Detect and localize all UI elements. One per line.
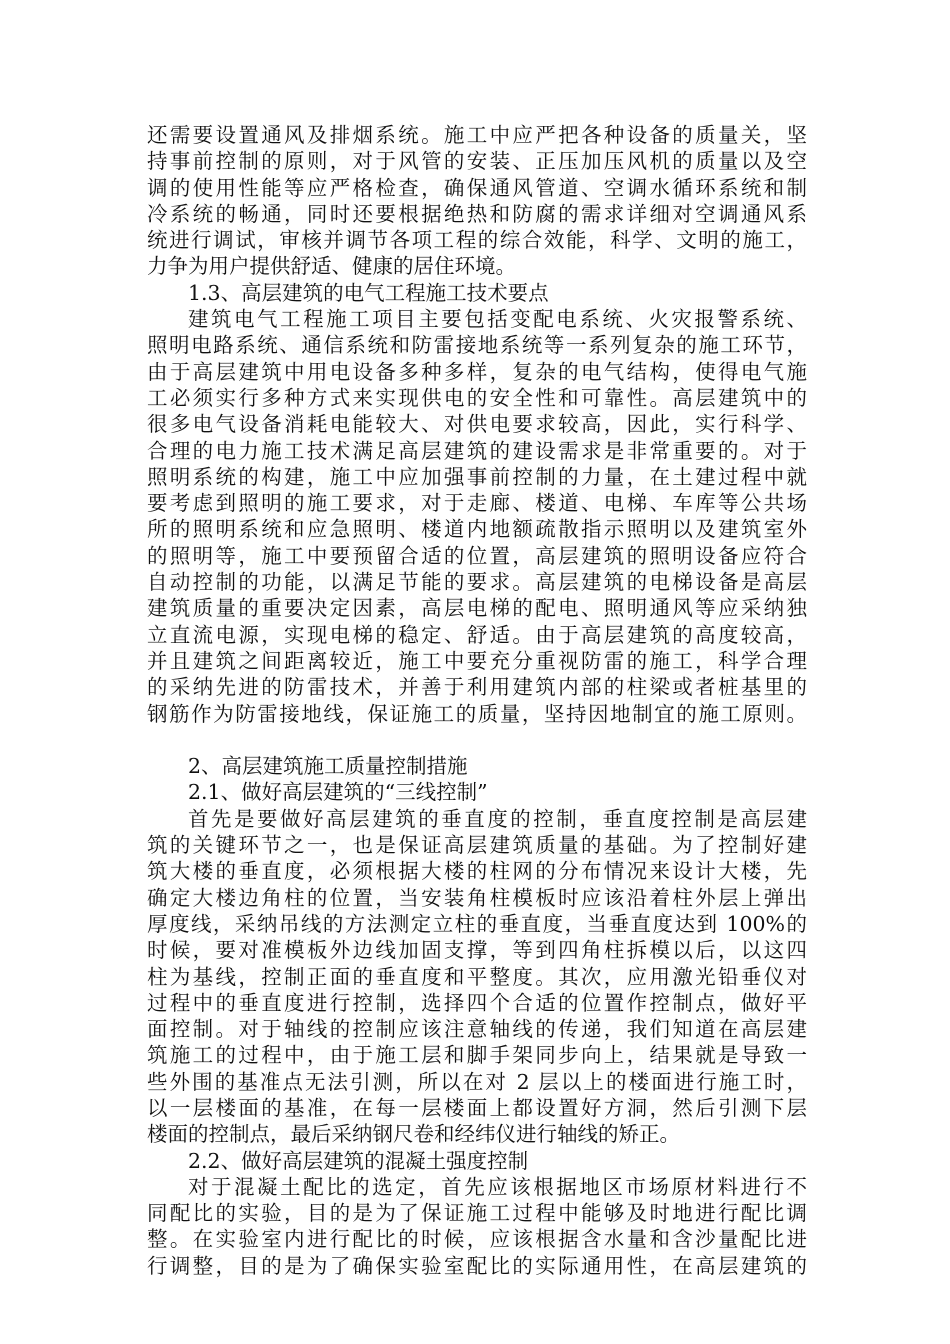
text-line: 过程中的垂直度进行控制，选择四个合适的位置作控制点，做好平 [147,990,807,1015]
text-line: 2、高层建筑施工质量控制措施 [188,754,468,779]
text-line: 行调整，目的是为了确保实验室配比的实际通用性，在高层建筑的 [147,1253,807,1278]
text-line: 并且建筑之间距离较近，施工中要充分重视防雷的施工，科学合理 [147,648,807,673]
text-line: 楼面的控制点，最后采纳钢尺卷和经纬仪进行轴线的矫正。 [147,1122,680,1147]
text-line: 自动控制的功能，以满足节能的要求。高层建筑的电梯设备是高层 [147,570,807,595]
text-line: 持事前控制的原则，对于风管的安装、正压加压风机的质量以及空 [147,149,807,174]
text-line: 很多电气设备消耗电能较大、对供电要求较高，因此，实行科学、 [147,412,807,437]
text-line: 筑大楼的垂直度，必须根据大楼的柱网的分布情况来设计大楼，先 [147,859,807,884]
text-line: 2.1、做好高层建筑的“三线控制” [188,780,488,805]
text-line: 工必须实行多种方式来实现供电的安全性和可靠性。高层建筑中的 [147,385,807,410]
text-line: 要考虑到照明的施工要求，对于走廊、楼道、电梯、车库等公共场 [147,491,807,516]
text-line: 合理的电力施工技术满足高层建筑的建设需求是非常重要的。对于 [147,438,807,463]
text-line: 钢筋作为防雷接地线，保证施工的质量，坚持因地制宜的施工原则。 [147,701,807,726]
text-line: 确定大楼边角柱的位置，当安装角柱模板时应该沿着柱外层上弹出 [147,885,807,910]
text-line: 厚度线，采纳吊线的方法测定立柱的垂直度，当垂直度达到 100%的 [147,911,807,936]
text-line: 筑施工的过程中，由于施工层和脚手架同步向上，结果就是导致一 [147,1043,807,1068]
text-line: 柱为基线，控制正面的垂直度和平整度。其次，应用激光铅垂仪对 [147,964,807,989]
text-line: 同配比的实验，目的是为了保证施工过程中能够及时地进行配比调 [147,1201,807,1226]
text-line: 建筑电气工程施工项目主要包括变配电系统、火灾报警系统、 [188,307,807,332]
text-line: 冷系统的畅通，同时还要根据绝热和防腐的需求详细对空调通风系 [147,201,807,226]
text-line: 调的使用性能等应严格检查，确保通风管道、空调水循环系统和制 [147,175,807,200]
text-line: 整。在实验室内进行配比的时候，应该根据含水量和含沙量配比进 [147,1227,807,1252]
text-line: 力争为用户提供舒适、健康的居住环境。 [147,254,516,279]
blank-line [147,727,807,753]
text-line: 面控制。对于轴线的控制应该注意轴线的传递，我们知道在高层建 [147,1017,807,1042]
text-line: 首先是要做好高层建筑的垂直度的控制，垂直度控制是高层建 [188,806,807,831]
text-line: 由于高层建筑中用电设备多种多样，复杂的电气结构，使得电气施 [147,359,807,384]
text-line: 些外围的基准点无法引测，所以在对 2 层以上的楼面进行施工时， [147,1069,807,1094]
text-line: 1.3、高层建筑的电气工程施工技术要点 [188,280,549,305]
text-line: 的照明等，施工中要预留合适的位置，高层建筑的照明设备应符合 [147,543,807,568]
text-line: 还需要设置通风及排烟系统。施工中应严把各种设备的质量关，坚 [147,123,807,147]
text-line: 照明电路系统、通信系统和防雷接地系统等一系列复杂的施工环节， [147,333,807,358]
text-line: 立直流电源，实现电梯的稳定、舒适。由于高层建筑的高度较高， [147,622,807,647]
text-line: 筑的关键环节之一，也是保证高层建筑质量的基础。为了控制好建 [147,833,807,858]
text-line: 建筑质量的重要决定因素，高层电梯的配电、照明通风等应采纳独 [147,596,807,621]
text-line: 以一层楼面的基准，在每一层楼面上都设置好方洞，然后引测下层 [147,1095,807,1120]
text-line: 的采纳先进的防雷技术，并善于利用建筑内部的柱梁或者桩基里的 [147,675,807,700]
text-line: 对于混凝土配比的选定，首先应该根据地区市场原材料进行不 [188,1174,807,1199]
text-line: 2.2、做好高层建筑的混凝土强度控制 [188,1148,529,1173]
document-page [147,122,807,1279]
text-line: 所的照明系统和应急照明、楼道内地额疏散指示照明以及建筑室外 [147,517,807,542]
text-line: 照明系统的构建，施工中应加强事前控制的力量，在土建过程中就 [147,464,807,489]
text-line: 统进行调试，审核并调节各项工程的综合效能，科学、文明的施工， [147,228,807,253]
text-line: 时候，要对准模板外边线加固支撑，等到四角柱拆模以后，以这四 [147,938,807,963]
